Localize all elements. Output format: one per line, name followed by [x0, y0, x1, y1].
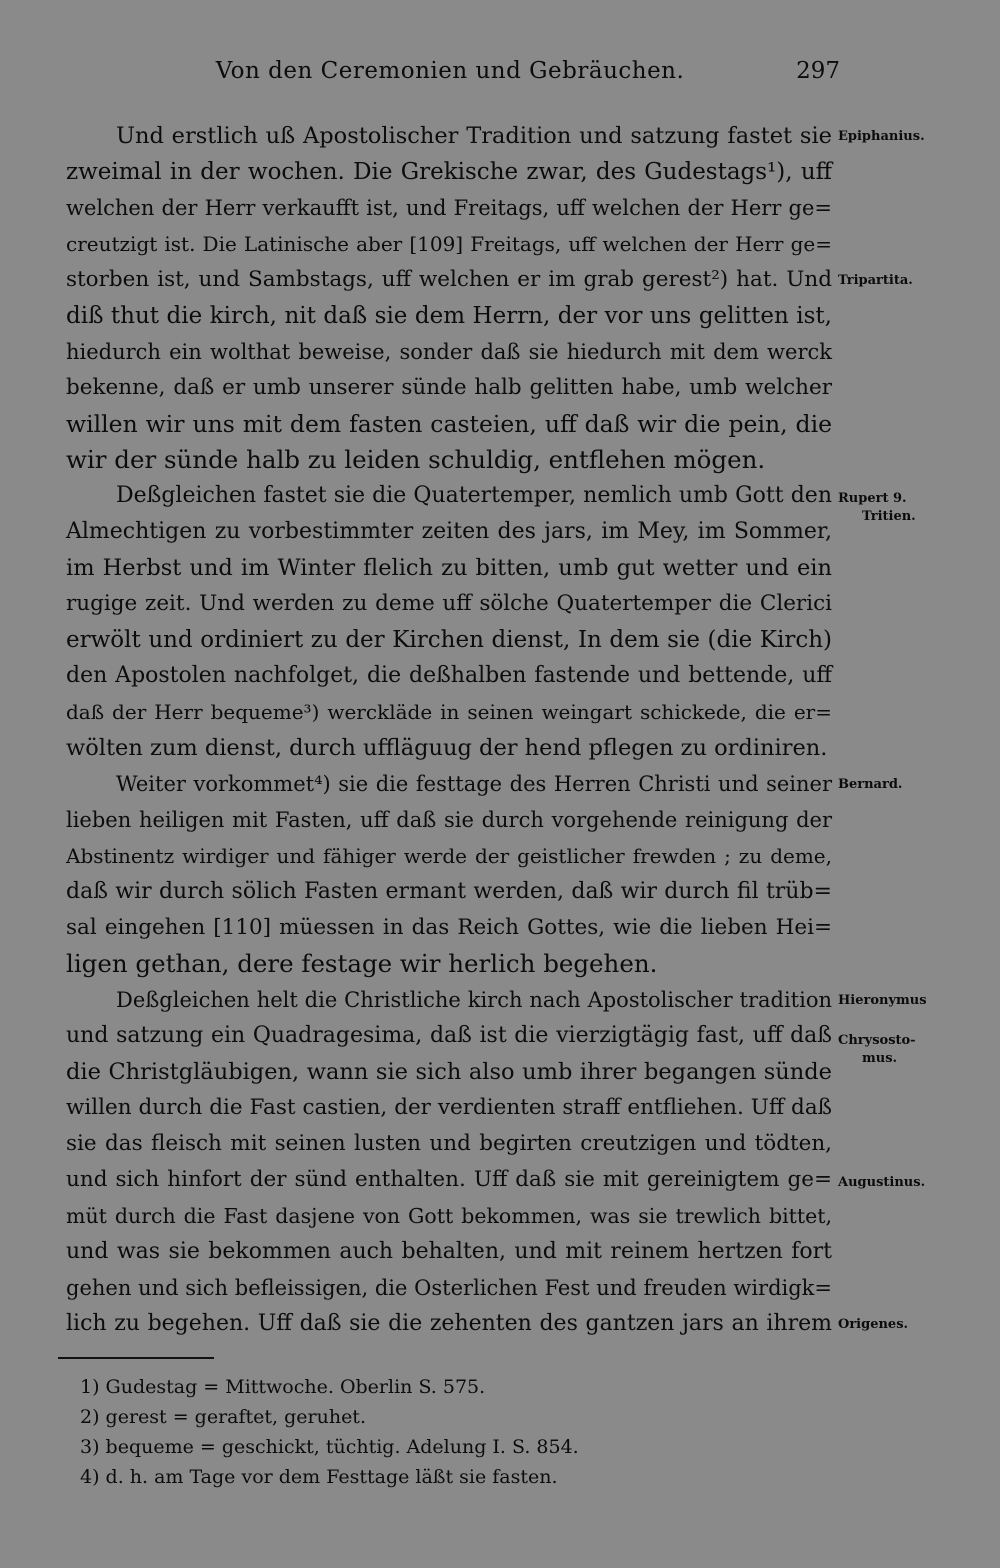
text-line: Deßgleichen fastet sie die Quatertemper, nemlich umb Gott den [116, 483, 832, 508]
text-line: welchen der Herr verkaufft ist, und Freitags, uff welchen der Herr ge= [66, 196, 832, 220]
text-line: wölten zum dienst, durch uffläguug der hend pflegen zu ordiniren. [66, 735, 828, 761]
text-line: lieben heiligen mit Fasten, uff daß sie durch vorgehende reinigung der [66, 808, 832, 832]
text-line: diß thut die kirch, nit daß sie dem Herrn, der vor uns gelitten ist, [66, 303, 832, 329]
text-line: wir der sünde halb zu leiden schuldig, entflehen mögen. [66, 445, 766, 474]
text-line: zweimal in der wochen. Die Grekische zwar, des Gudestags¹), uff [66, 159, 832, 185]
margin-note-bernard [838, 776, 988, 794]
footnote: 1) Gudestag = Mittwoche. Oberlin S. 575. [80, 1376, 486, 1398]
text-line: Abstinentz wirdiger und fähiger werde der geistlicher frewden ; zu deme, [66, 844, 832, 868]
main-text [66, 118, 832, 1342]
page-number: 297 [796, 58, 840, 84]
text-line: ligen gethan, dere festage wir herlich begehen. [66, 949, 658, 978]
footnote-rule [58, 1357, 214, 1359]
margin-note-text: Augustinus. [838, 1175, 926, 1190]
footnote: 2) gerest = geraftet, geruhet. [80, 1406, 366, 1428]
text-line: bekenne, daß er umb unserer sünde halb gelitten habe, umb welcher [66, 375, 832, 400]
paragraph-2 [66, 478, 832, 766]
text-line: daß wir durch sölich Fasten ermant werden, daß wir durch fil trüb= [66, 879, 832, 904]
text-line: die Christgläubigen, wann sie sich also umb ihrer begangen sünde [66, 1059, 832, 1085]
footnote: 4) d. h. am Tage vor dem Festtage läßt sie fasten. [80, 1466, 558, 1488]
text-line: im Herbst und im Winter flelich zu bitten, umb gut wetter und ein [66, 555, 832, 581]
margin-note-subtext: mus. [862, 1051, 898, 1066]
text-line: willen wir uns mit dem fasten casteien, uff daß wir die pein, die [66, 410, 832, 438]
paragraph-1 [66, 118, 832, 478]
margin-note-text: Tripartita. [838, 273, 913, 288]
text-line: creutzigt ist. Die Latinische aber [109] Freitags, uff welchen der Herr ge= [66, 232, 832, 256]
text-line: lich zu begehen. Uff daß sie die zehenten des gantzen jars an ihrem [66, 1311, 832, 1336]
margin-note-text: Bernard. [838, 777, 903, 792]
text-line: willen durch die Fast castien, der verdienten straff entfliehen. Uff daß [66, 1095, 832, 1120]
margin-note-augustinus [838, 1174, 988, 1192]
text-line: sal eingehen [110] müessen in das Reich Gottes, wie die lieben Hei= [66, 915, 832, 940]
margin-note-epiphanius [838, 128, 988, 146]
text-line: daß der Herr bequeme³) werckläde in seinen weingart schickede, die er= [66, 700, 832, 724]
margin-note-hieronymus [838, 992, 988, 1010]
text-line: erwölt und ordiniert zu der Kirchen dienst, In dem sie (die Kirch) [66, 627, 832, 653]
text-line: und sich hinfort der sünd enthalten. Uff daß sie mit gereinigtem ge= [66, 1167, 832, 1192]
footnotes [80, 1372, 840, 1492]
margin-note-rupert [838, 490, 988, 526]
text-line: und was sie bekommen auch behalten, und mit reinem hertzen fort [66, 1239, 832, 1264]
paragraph-3 [66, 766, 832, 982]
margin-note-chrysostomus [838, 1032, 988, 1068]
text-line: Weiter vorkommet⁴) sie die festtage des Herren Christi und seiner [116, 772, 832, 796]
margin-note-text: Origenes. [838, 1317, 909, 1332]
text-line: Und erstlich uß Apostolischer Tradition und satzung fastet sie [116, 123, 832, 149]
margin-note-text: Epiphanius. [838, 129, 925, 144]
text-line: storben ist, und Sambstags, uff welchen er im grab gerest²) hat. Und [66, 267, 832, 292]
margin-note-text: Rupert 9. [838, 491, 907, 506]
margin-note-text: Hieronymus [838, 993, 927, 1008]
text-line: gehen und sich befleissigen, die Osterlichen Fest und freuden wirdigk= [66, 1276, 832, 1300]
text-line: rugige zeit. Und werden zu deme uff sölche Quatertemper die Clerici [66, 591, 832, 616]
margin-note-origenes [838, 1316, 988, 1334]
text-line: den Apostolen nachfolget, die deßhalben fastende und bettende, uff [66, 663, 832, 688]
text-line: Almechtigen zu vorbestimmter zeiten des jars, im Mey, im Sommer, [66, 519, 832, 544]
footnote: 3) bequeme = geschickt, tüchtig. Adelung I. S. 854. [80, 1436, 579, 1458]
margin-note-text: Chrysosto- [838, 1033, 916, 1048]
running-header [60, 58, 840, 90]
paragraph-4 [66, 982, 832, 1342]
text-line: sie das fleisch mit seinen lusten und begirten creutzigen und tödten, [66, 1131, 832, 1156]
text-line: hiedurch ein wolthat beweise, sonder daß sie hiedurch mit dem werck [66, 340, 832, 364]
text-line: und satzung ein Quadragesima, daß ist die vierzigtägig fast, uff daß [66, 1023, 832, 1048]
margin-note-subtext: Tritien. [862, 509, 916, 524]
text-line: müt durch die Fast dasjene von Gott bekommen, was sie trewlich bittet, [66, 1204, 832, 1228]
running-title: Von den Ceremonien und Gebräuchen. [215, 58, 685, 84]
margin-note-tripartita [838, 272, 988, 290]
text-line: Deßgleichen helt die Christliche kirch nach Apostolischer tradition [116, 988, 832, 1012]
